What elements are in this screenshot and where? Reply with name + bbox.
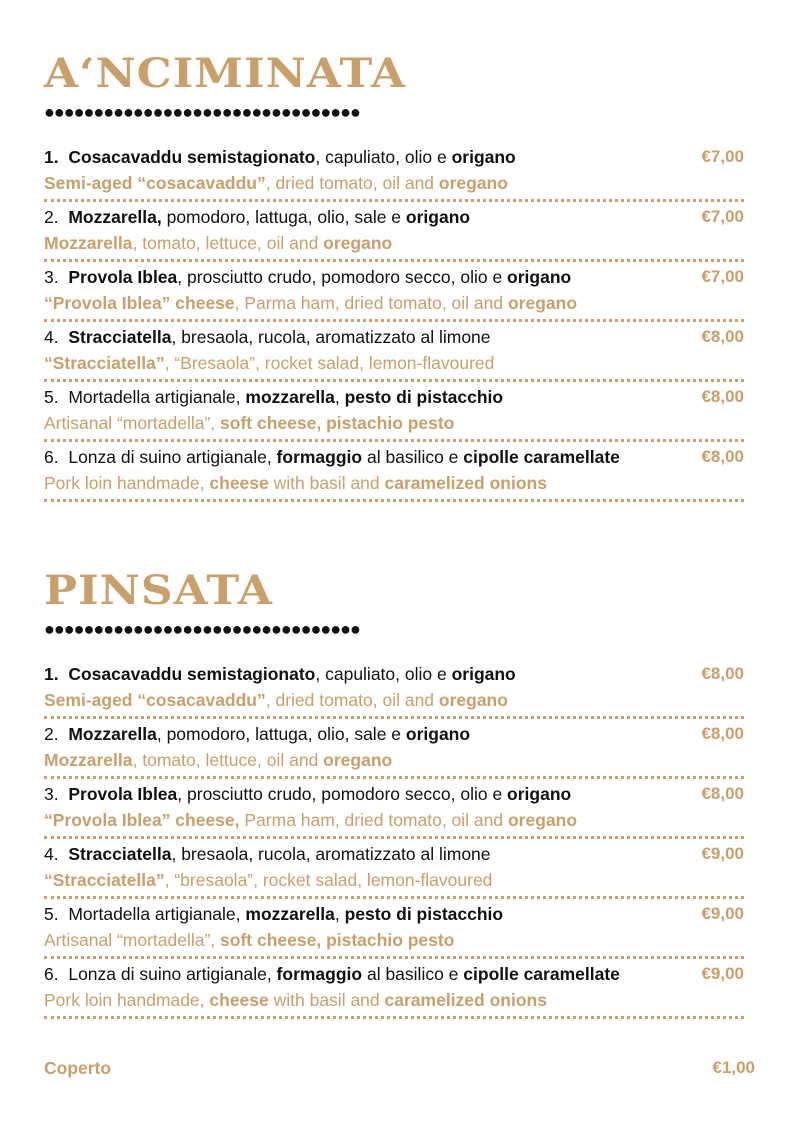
italian-text-run: Stracciatella — [68, 844, 172, 864]
italian-text-run: origano — [507, 267, 572, 287]
italian-text-run: cipolle caramellate — [463, 447, 620, 467]
item-price: €8,00 — [701, 724, 744, 743]
item-description-italian — [44, 386, 503, 408]
item-description-english — [44, 232, 392, 254]
item-description-english — [44, 412, 454, 434]
item-number: 4. — [44, 844, 59, 864]
item-price: €7,00 — [701, 147, 744, 166]
english-text-run: , dried tomato, oil and — [265, 690, 439, 710]
item-price: €8,00 — [701, 327, 744, 346]
item-number: 5. — [44, 387, 59, 407]
menu-item — [44, 659, 744, 719]
english-text-run: oregano — [323, 750, 393, 770]
section-title: PINSATA — [44, 567, 273, 614]
section-anciminata — [44, 50, 744, 502]
item-description-english — [44, 929, 454, 951]
italian-text-run: Lonza di suino artigianale, — [68, 447, 277, 467]
english-text-run: “Stracciatella” — [44, 353, 165, 373]
menu-item — [44, 959, 744, 1019]
menu-item — [44, 202, 744, 262]
english-text-run: , Parma ham, dried tomato, oil and — [234, 293, 508, 313]
item-description-italian — [44, 843, 491, 865]
title-dots-divider: ●●●●●●●●●●●●●●●●●●●●●●●●●●●●●●●● — [44, 102, 360, 122]
item-number: 5. — [44, 904, 59, 924]
menu-item — [44, 839, 744, 899]
item-price: €8,00 — [701, 447, 744, 466]
english-text-run: “Provola Iblea” cheese, — [44, 810, 240, 830]
item-description-italian — [44, 723, 470, 745]
item-description-italian — [44, 146, 516, 168]
italian-text-run: cipolle caramellate — [463, 964, 620, 984]
italian-text-run: Provola Iblea — [68, 267, 178, 287]
english-text-run: Mozzarella — [44, 233, 133, 253]
english-text-run: Parma ham, dried tomato, oil and — [239, 810, 508, 830]
italian-text-run: mozzarella — [245, 387, 335, 407]
item-price: €8,00 — [701, 387, 744, 406]
item-description-italian — [44, 963, 620, 985]
item-description-english — [44, 172, 508, 194]
item-description-italian — [44, 326, 491, 348]
english-text-run: , dried tomato, oil and — [265, 173, 439, 193]
cover-charge-price: €1,00 — [712, 1058, 755, 1077]
english-text-run: Mozzarella — [44, 750, 133, 770]
italian-text-run: Cosacavaddu semistagionato — [68, 664, 316, 684]
item-number: 3. — [44, 267, 59, 287]
menu-item — [44, 442, 744, 502]
menu-item — [44, 779, 744, 839]
item-number: 2. — [44, 207, 59, 227]
item-description-italian — [44, 663, 516, 685]
menu-item — [44, 322, 744, 382]
english-text-run: “Stracciatella” — [44, 870, 165, 890]
english-text-run: soft cheese, pistachio pesto — [220, 413, 455, 433]
italian-text-run: pesto di pistacchio — [344, 904, 504, 924]
item-description-english — [44, 749, 392, 771]
item-description-english — [44, 869, 492, 891]
english-text-run: Artisanal “mortadella”, — [44, 413, 221, 433]
english-text-run: soft cheese, pistachio pesto — [220, 930, 455, 950]
italian-text-run: , — [334, 904, 345, 924]
italian-text-run: Mozzarella — [68, 724, 157, 744]
english-text-run: , “bresaola”, rocket salad, lemon-flavoured — [164, 870, 493, 890]
section-title: A‘NCIMINATA — [44, 50, 406, 97]
english-text-run: cheese — [209, 990, 269, 1010]
english-text-run: , “Bresaola”, rocket salad, lemon-flavoured — [164, 353, 495, 373]
english-text-run: oregano — [507, 810, 578, 830]
italian-text-run: pesto di pistacchio — [344, 387, 504, 407]
italian-text-run: origano — [507, 784, 572, 804]
english-text-run: oregano — [323, 233, 393, 253]
italian-text-run: Provola Iblea — [68, 784, 178, 804]
item-number: 6. — [44, 964, 59, 984]
menu-items-list — [44, 142, 744, 502]
italian-text-run: mozzarella — [245, 904, 335, 924]
item-price: €7,00 — [701, 207, 744, 226]
italian-text-run: Lonza di suino artigianale, — [68, 964, 277, 984]
italian-text-run: pomodoro, lattuga, olio, sale e — [161, 207, 406, 227]
english-text-run: “Provola Iblea” cheese — [44, 293, 235, 313]
english-text-run: Pork loin handmade, — [44, 990, 210, 1010]
cover-charge-label: Coperto — [44, 1058, 112, 1078]
item-description-english — [44, 352, 494, 374]
menu-item — [44, 899, 744, 959]
italian-text-run: , pomodoro, lattuga, olio, sale e — [156, 724, 406, 744]
italian-text-run: , bresaola, rucola, aromatizzato al limone — [171, 327, 491, 347]
item-price: €9,00 — [701, 904, 744, 923]
english-text-run: Artisanal “mortadella”, — [44, 930, 221, 950]
italian-text-run: al basilico e — [362, 447, 464, 467]
menu-items-list — [44, 659, 744, 1019]
item-description-english — [44, 472, 547, 494]
english-text-run: caramelized onions — [384, 473, 547, 493]
item-description-english — [44, 689, 508, 711]
italian-text-run: , capuliato, olio e — [315, 147, 452, 167]
item-description-italian — [44, 446, 620, 468]
italian-text-run: Stracciatella — [68, 327, 172, 347]
item-number: 4. — [44, 327, 59, 347]
english-text-run: caramelized onions — [384, 990, 547, 1010]
title-dots-divider: ●●●●●●●●●●●●●●●●●●●●●●●●●●●●●●●● — [44, 619, 360, 639]
english-text-run: oregano — [438, 690, 508, 710]
item-description-english — [44, 809, 577, 831]
section-pinsata — [44, 567, 744, 1019]
menu-item — [44, 262, 744, 322]
item-number: 1. — [44, 664, 59, 684]
menu-item — [44, 142, 744, 202]
item-price: €9,00 — [701, 964, 744, 983]
italian-text-run: origano — [405, 207, 471, 227]
item-price: €8,00 — [701, 664, 744, 683]
italian-text-run: Mortadella artigianale, — [68, 904, 246, 924]
menu-item — [44, 719, 744, 779]
english-text-run: , tomato, lettuce, oil and — [132, 750, 324, 770]
item-number: 2. — [44, 724, 59, 744]
english-text-run: oregano — [438, 173, 508, 193]
cover-charge-row — [44, 1058, 755, 1082]
italian-text-run: formaggio — [276, 447, 363, 467]
item-number: 3. — [44, 784, 59, 804]
item-price: €9,00 — [701, 844, 744, 863]
item-number: 1. — [44, 147, 59, 167]
italian-text-run: Mortadella artigianale, — [68, 387, 246, 407]
item-description-italian — [44, 903, 503, 925]
item-description-italian — [44, 783, 571, 805]
italian-text-run: , prosciutto crudo, pomodoro secco, olio e — [177, 784, 508, 804]
english-text-run: with basil and — [268, 473, 385, 493]
italian-text-run: origano — [405, 724, 471, 744]
english-text-run: Semi-aged “cosacavaddu” — [44, 173, 266, 193]
menu-item — [44, 382, 744, 442]
item-description-english — [44, 989, 547, 1011]
italian-text-run: Cosacavaddu semistagionato — [68, 147, 316, 167]
item-price: €7,00 — [701, 267, 744, 286]
english-text-run: Pork loin handmade, — [44, 473, 210, 493]
italian-text-run: , — [334, 387, 345, 407]
item-description-italian — [44, 266, 571, 288]
english-text-run: cheese — [209, 473, 269, 493]
italian-text-run: al basilico e — [362, 964, 464, 984]
italian-text-run: , bresaola, rucola, aromatizzato al limone — [171, 844, 491, 864]
english-text-run: Semi-aged “cosacavaddu” — [44, 690, 266, 710]
item-number: 6. — [44, 447, 59, 467]
italian-text-run: formaggio — [276, 964, 363, 984]
italian-text-run: origano — [451, 664, 516, 684]
english-text-run: , tomato, lettuce, oil and — [132, 233, 324, 253]
item-description-english — [44, 292, 577, 314]
italian-text-run: origano — [451, 147, 516, 167]
item-price: €8,00 — [701, 784, 744, 803]
italian-text-run: , capuliato, olio e — [315, 664, 452, 684]
english-text-run: with basil and — [268, 990, 385, 1010]
italian-text-run: , prosciutto crudo, pomodoro secco, olio e — [177, 267, 508, 287]
item-description-italian — [44, 206, 470, 228]
english-text-run: oregano — [507, 293, 578, 313]
italian-text-run: Mozzarella, — [68, 207, 162, 227]
